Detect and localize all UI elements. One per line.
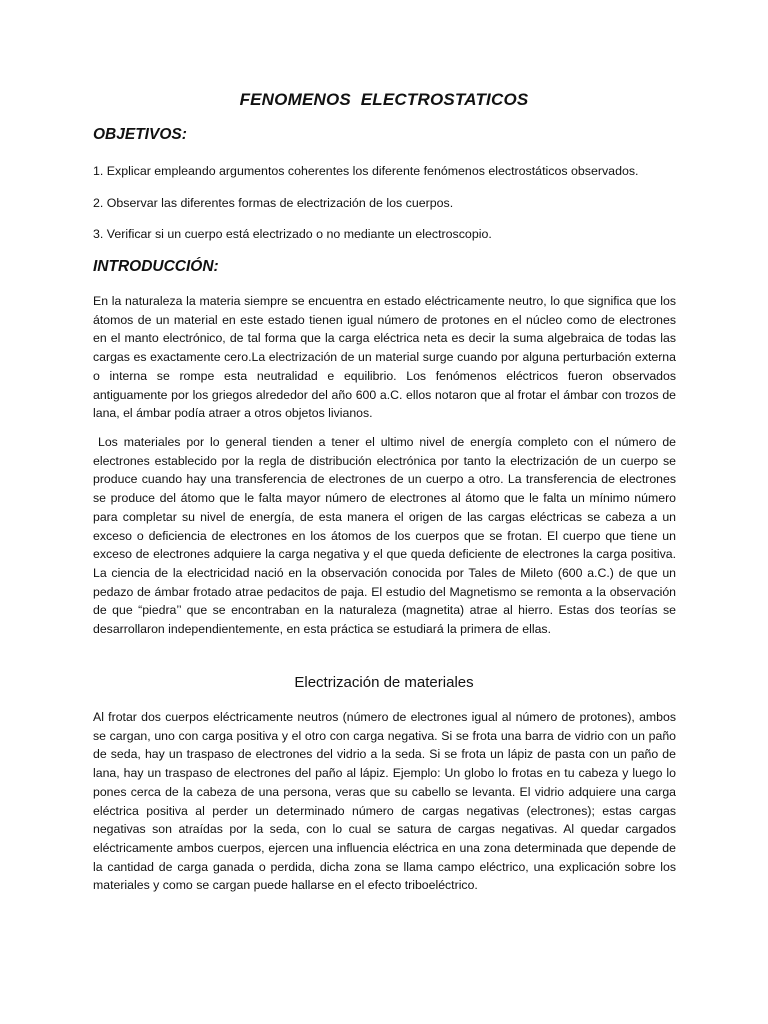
introduccion-paragraph-1: En la naturaleza la materia siempre se encuentra en estado eléctricamente neutro, lo que significa que los átomos de un material en este estado tienen igual número de protones en el núcleo como de electrones en el manto electrónico, de tal forma que la carga eléctrica neta es decir la suma algebraica de todas las cargas es exactamente cero.La electrización de un material surge cuando por alguna perturbación externa o interna se rompe esta neutralidad e equilibrio. Los fenómenos eléctricos fueron observados antiguamente por los griegos alrededor del año 600 a.C. ellos notaron que al frotar el ámbar con trozos de lana, el ámbar podía atraer a otros objetos livianos. <box>93 294 676 421</box>
introduccion-heading: INTRODUCCIÓN: <box>93 258 219 275</box>
document-title: FENOMENOS ELECTROSTATICOS <box>239 90 529 109</box>
electrizacion-paragraph: Al frotar dos cuerpos eléctricamente neutros (número de electrones igual al número de protones), ambos se cargan, uno con carga positiva y el otro con carga negativa. Si se frota una barra de vidrio con un paño de seda, hay un traspaso de electrones del vidrio a la seda. Si se frota un lápiz de pasta con un paño de lana, hay un traspaso de electrones del paño al lápiz. Ejemplo: Un globo lo frotas en tu cabeza y luego lo pones cerca de la cabeza de una persona, veras que su cabello se levanta. El vidrio adquiere una carga eléctrica positiva al perder un determinado número de cargas negativas (electrones); estas cargas negativas son atraídas por la seda, con lo cual se satura de cargas negativas. Al quedar cargados eléctricamente ambos cuerpos, ejercen una influencia eléctrica en una zona determinada que depende de la cantidad de carga ganada o perdida, dicha zona se llama campo eléctrico, una explicación sobre los materiales y como se cargan puede hallarse en el efecto triboeléctrico. <box>93 710 676 893</box>
introduccion-paragraph-2: Los materiales por lo general tienden a tener el ultimo nivel de energía completo con el número de electrones establecido por la regla de distribución electrónica por tanto la electrización de un cuerpo se produce cuando hay una transferencia de electrones de un cuerpo a otro. La transferencia de electrones se produce del átomo que le falta mayor número de electrones al átomo que le falta un mínimo número para completar su nivel de energía, de esta manera el origen de las cargas eléctricas se cabeza a un exceso o deficiencia de electrones en los átomos de los cuerpos que se frotan. El cuerpo que tiene un exceso de electrones adquiere la carga negativa y el que queda deficiente de electrones la carga positiva. La ciencia de la electricidad nació en la observación conocida por Tales de Mileto (600 a.C.) de que un pedazo de ámbar frotado atrae pedacitos de paja. El estudio del Magnetismo se remonta a la observación de que “piedra’’ que se encontraban en la naturaleza (magnetita) atrae al hierro. Estas dos teorías se desarrollaron independientemente, en esta práctica se estudiará la primera de ellas. <box>93 435 676 637</box>
objetivos-heading: OBJETIVOS: <box>93 126 187 143</box>
objetivo-item-1: 1. Explicar empleando argumentos coherentes los diferente fenómenos electrostáticos observados. <box>93 164 639 178</box>
electrizacion-heading: Electrización de materiales <box>294 674 474 691</box>
objetivo-item-3: 3. Verificar si un cuerpo está electrizado o no mediante un electroscopio. <box>93 227 492 241</box>
objetivo-item-2: 2. Observar las diferentes formas de electrización de los cuerpos. <box>93 196 454 210</box>
